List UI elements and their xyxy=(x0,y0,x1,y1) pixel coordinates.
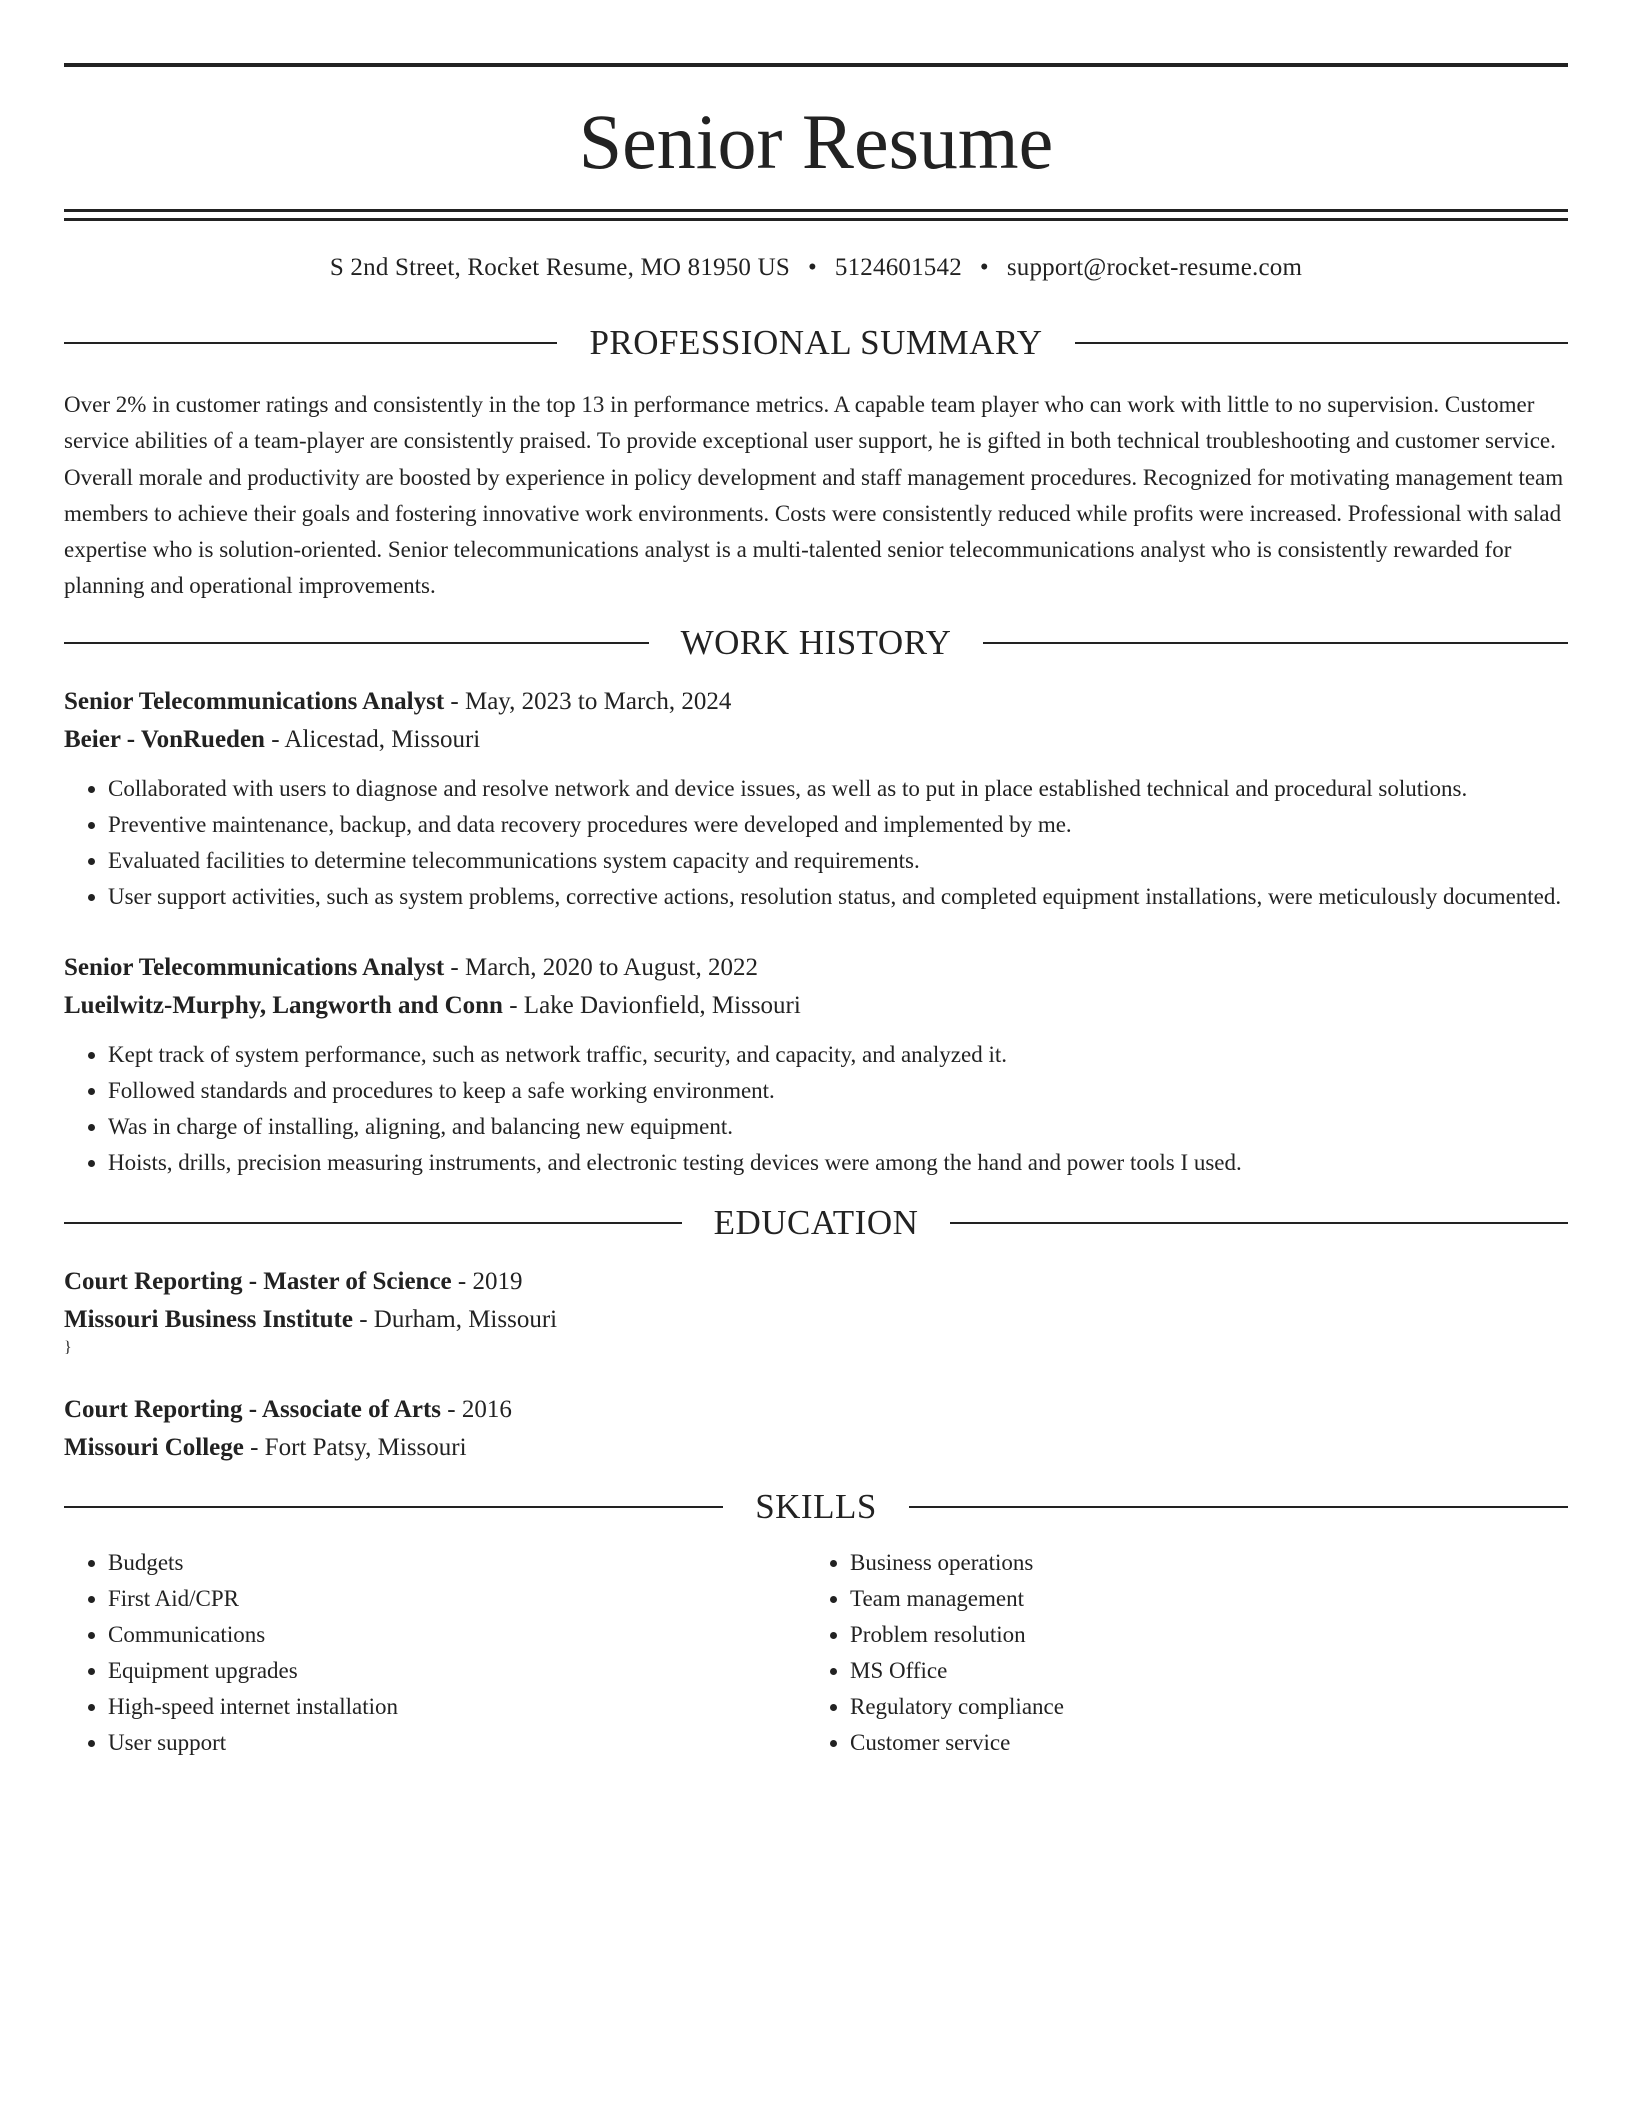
skills-list-right xyxy=(806,1545,1548,1761)
job-entry xyxy=(64,683,1568,915)
education-school: Missouri Business Institute xyxy=(64,1305,353,1333)
job-bullets xyxy=(64,771,1568,915)
job-bullet: • Followed standards and procedures to keep a safe working environment. xyxy=(108,1073,1568,1109)
education-year: - 2019 xyxy=(457,1267,523,1295)
job-bullet: • Kept track of system performance, such as network traffic, security, and capacity, and analyzed it. xyxy=(108,1037,1568,1073)
job-bullets xyxy=(64,1037,1568,1181)
education-school: Missouri College xyxy=(64,1433,244,1461)
skill-item: • Equipment upgrades xyxy=(108,1653,806,1689)
contact-address: S 2nd Street, Rocket Resume, MO 81950 US xyxy=(329,254,790,281)
job-company-line xyxy=(64,721,1568,759)
job-title: Senior Telecommunications Analyst xyxy=(64,953,445,981)
education-location: - Durham, Missouri xyxy=(359,1305,558,1333)
job-company: Beier - VonRueden xyxy=(64,725,265,753)
job-bullet: • Evaluated facilities to determine telecommunications system capacity and requirements. xyxy=(108,843,1568,879)
job-title-line xyxy=(64,683,1568,721)
job-title-line xyxy=(64,949,1568,987)
skill-item: • User support xyxy=(108,1725,806,1761)
education-degree: Court Reporting - Master of Science xyxy=(64,1267,452,1295)
skills-heading: SKILLS xyxy=(755,1486,877,1526)
work-section-header xyxy=(64,623,1568,663)
skill-item: • First Aid/CPR xyxy=(108,1581,806,1617)
education-year: - 2016 xyxy=(447,1395,512,1423)
job-bullet: • Collaborated with users to diagnose and resolve network and device issues, as well as to put in place established technical and procedural solutions. xyxy=(108,771,1568,807)
job-bullet: • Was in charge of installing, aligning, and balancing new equipment. xyxy=(108,1109,1568,1145)
skill-item: • Team management xyxy=(850,1581,1548,1617)
education-entry: Court Reporting - Master of Science - 2019 Missouri Business Institute - Durham, Missouri } xyxy=(64,1263,1568,1357)
job-dates: - March, 2020 to August, 2022 xyxy=(450,953,759,981)
job-location: - Lake Davionfield, Missouri xyxy=(509,991,801,1019)
skill-item: • Budgets xyxy=(108,1545,806,1581)
skill-item: • Business operations xyxy=(850,1545,1548,1581)
skill-item: • Communications xyxy=(108,1617,806,1653)
education-degree-line xyxy=(64,1263,1568,1301)
skills-columns xyxy=(64,1545,1568,1761)
resume-content xyxy=(64,0,1568,1761)
contact-phone: 5124601542 xyxy=(834,254,962,281)
education-school-line xyxy=(64,1429,1568,1467)
summary-text: Over 2% in customer ratings and consistently in the top 13 in performance metrics. A capable team player who can work with little to no supervision. Customer service abilities of a team-player are consistently praised. To provide exceptional user support, he is gifted in both technical troubleshooting and customer service. Overall morale and productivity are boosted by experience in policy development and staff management procedures. Recognized for motivating management team members to achieve their goals and fostering innovative work environments. Costs were consistently reduced while profits were increased. Professional with salad expertise who is solution-oriented. Senior telecommunications analyst is a multi-talented senior telecommunications analyst who is consistently rewarded for planning and operational improvements. xyxy=(64,392,1564,599)
education-section-header xyxy=(64,1203,1568,1243)
skills-list-left xyxy=(64,1545,806,1761)
work-heading: WORK HISTORY xyxy=(680,622,952,662)
skill-item: • Regulatory compliance xyxy=(850,1689,1548,1725)
education-school-line xyxy=(64,1301,1568,1339)
header-double-rule xyxy=(64,209,1568,221)
job-company: Lueilwitz-Murphy, Langworth and Conn xyxy=(64,991,503,1019)
resume-name: Senior Resume xyxy=(578,98,1054,185)
education-heading: EDUCATION xyxy=(713,1202,919,1242)
contact-line xyxy=(64,251,1568,285)
job-title: Senior Telecommunications Analyst xyxy=(64,687,445,715)
education-degree: Court Reporting - Associate of Arts xyxy=(64,1395,442,1423)
job-entry xyxy=(64,949,1568,1181)
skill-item: • MS Office xyxy=(850,1653,1548,1689)
summary-heading: PROFESSIONAL SUMMARY xyxy=(589,323,1043,362)
job-bullet: • Hoists, drills, precision measuring instruments, and electronic testing devices were among the hand and power tools I used. xyxy=(108,1145,1568,1181)
job-company-line xyxy=(64,987,1568,1025)
contact-email: support@rocket-resume.com xyxy=(1006,254,1303,281)
summary-section-header xyxy=(64,323,1568,363)
education-entry xyxy=(64,1391,1568,1467)
skills-section-header xyxy=(64,1487,1568,1527)
skill-item: • Problem resolution xyxy=(850,1617,1548,1653)
contact-separator: • xyxy=(807,254,817,281)
top-rule xyxy=(64,63,1568,67)
skill-item: • High-speed internet installation xyxy=(108,1689,806,1725)
education-location: - Fort Patsy, Missouri xyxy=(250,1433,467,1461)
job-dates: - May, 2023 to March, 2024 xyxy=(450,687,732,715)
contact-separator: • xyxy=(979,254,989,281)
education-degree-line xyxy=(64,1391,1568,1429)
job-bullet: • Preventive maintenance, backup, and data recovery procedures were developed and implemented by me. xyxy=(108,807,1568,843)
job-bullet: • User support activities, such as system problems, corrective actions, resolution status, and completed equipment installations, were meticulously documented. xyxy=(108,879,1568,915)
skill-item: • Customer service xyxy=(850,1725,1548,1761)
job-location: - Alicestad, Missouri xyxy=(271,725,481,753)
